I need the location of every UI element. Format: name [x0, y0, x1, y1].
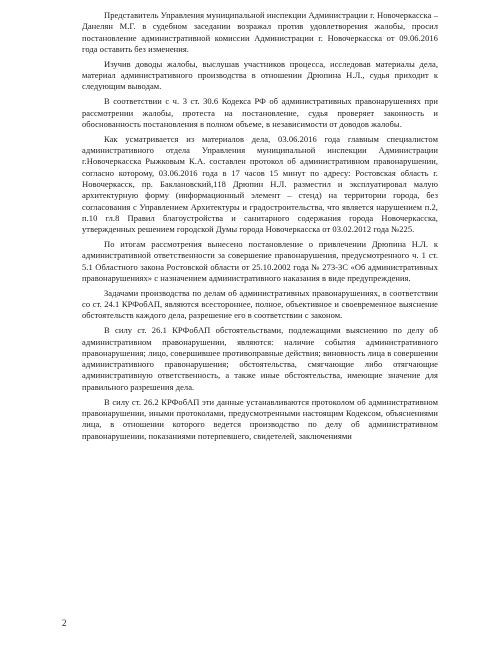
paragraph: В соответствии с ч. 3 ст. 30.6 Кодекса РФ об административных правонарушениях при рассмотрении жалобы, протеста на постановление, судья проверяет законность и обоснованность постановления в полном объеме, в независимости от доводов жалобы. [82, 96, 438, 129]
paragraph: В силу ст. 26.2 КРФобАП эти данные устанавливаются протоколом об административном правонарушении, иными протоколами, предусмотренными настоящим Кодексом, объяснениями лица, в отношении которого ведется производство по делу об административном правонарушении, показаниями потерпевшего, свидетелей, заключениями [82, 396, 438, 441]
paragraph: Задачами производства по делам об административных правонарушениях, в соответствии со ст. 24.1 КРФобАП, являются всестороннее, полное, объективное и своевременное выяснение обстоятельств каждого дела, разрешение его в соответствии с законом. [82, 287, 438, 321]
document-body [82, 10, 438, 445]
page-number: 2 [62, 618, 67, 628]
paragraph: Как усматривается из материалов дела, 03.06.2016 года главным специалистом административного отдела Управления муниципальной инспекции Администрации г.Новочеркасска Рыжковым К.А. составлен протокол об административном правонарушении, согласно которому, 03.06.2016 года в 17 часов 15 минут по адресу: Ростовская область г. Новочеркасск, пр. Баклановский,118 Дрюпин Н.Л. разместил и эксплуатировал малую архитектурную форму (информационный элемент – стенд) на территории города, без согласования с Управлением Архитектуры и градостроительства, что является нарушением п.2, п.10 гл.8 Правил благоустройства и санитарного содержания города Новочеркасска, утвержденных решением городской Думы города Новочеркасска от 03.02.2012 года №225. [82, 133, 438, 235]
paragraph: По итогам рассмотрения вынесено постановление о привлечении Дрюпина Н.Л. к административной ответственности за совершение правонарушения, предусмотренного ч. 1 ст. 5.1 Областного закона Ростовской области от 25.10.2002 года № 273-ЗС «Об административных правонарушениях» с назначением административного наказания в виде предупреждения. [82, 239, 438, 283]
paragraph: Представитель Управления муниципальной инспекции Администрации г. Новочеркасска – Данелян М.Г. в судебном заседании возражал против удовлетворения жалобы, просил постановление административной комиссии Администрации г. Новочеркасска от 09.06.2016 года оставить без изменения. [82, 10, 438, 54]
paragraph: Изучив доводы жалобы, выслушав участников процесса, исследовав материалы дела, материал административного производства в отношении Дрюпина Н.Л., судья приходит к следующим выводам. [82, 58, 438, 92]
paragraph: В силу ст. 26.1 КРФобАП обстоятельствами, подлежащими выяснению по делу об административном правонарушении, являются: наличие события административного правонарушения; лицо, совершившее противоправные действия; виновность лица в совершении административного правонарушения; обстоятельства, смягчающие либо отягчающие административную ответственность, а также иные обстоятельства, имеющие значение для правильного разрешения дела. [82, 325, 438, 392]
